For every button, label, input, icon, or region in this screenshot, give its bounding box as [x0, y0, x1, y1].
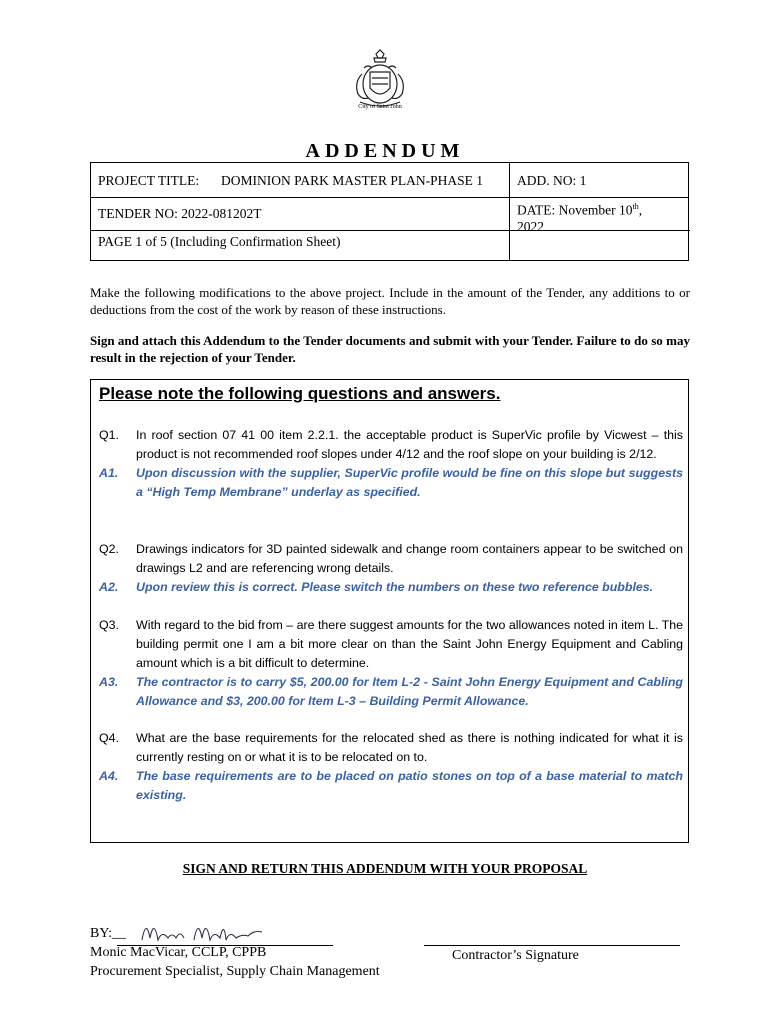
answer-text: Upon review this is correct. Please switch the numbers on these two reference bubbles. [136, 580, 654, 594]
qa-item-4 [99, 729, 683, 805]
by-label: BY:__ [90, 926, 127, 941]
addendum-date: DATE: November 10th, 2022 [517, 202, 643, 234]
answer-label: A4. [99, 769, 119, 783]
answer-label: A3. [99, 675, 119, 689]
qa-item-3 [99, 616, 683, 711]
qa-heading: Please note the following questions and answers. [99, 384, 501, 403]
answer-text: The contractor is to carry $5, 200.00 for Item L-2 - Saint John Energy Equipment and Cabling Allowance and $3, 200.00 for Item L-3 – Building Permit Allowance. [136, 675, 683, 708]
qa-item-1 [99, 426, 683, 502]
tender-number: TENDER NO: 2022-081202T [98, 206, 262, 221]
answer-label: A1. [99, 466, 119, 480]
signer-name: Monic MacVicar, CCLP, CPPB [90, 945, 267, 960]
answer-text: Upon discussion with the supplier, SuperVic profile would be fine on this slope but suggests a “High Temp Membrane” underlay as specified. [136, 466, 683, 499]
question-label: Q3. [99, 618, 119, 632]
qa-item-2 [99, 540, 683, 597]
question-label: Q4. [99, 731, 119, 745]
answer-text: The base requirements are to be placed on patio stones on top of a base material to match existing. [136, 769, 683, 802]
question-label: Q2. [99, 542, 119, 556]
contractor-signature-line [424, 945, 680, 946]
document-title: ADDENDUM [305, 140, 465, 162]
qa-box [90, 379, 689, 843]
answer-label: A2. [99, 580, 119, 594]
modifications-paragraph: Make the following modifications to the above project. Include in the amount of the Tender, any additions to or deductions from the cost of the work by reason of these instructions. [90, 285, 690, 317]
signature-block [90, 924, 380, 981]
project-info-table [90, 162, 689, 261]
question-text: In roof section 07 41 00 item 2.2.1. the acceptable product is SuperVic profile by Vicwest – this product is not recommended roof slopes under 4/12 and the roof slope on your building is 2/12. [136, 428, 683, 461]
question-text: With regard to the bid from – are there suggest amounts for the two allowances noted in item L. The building permit one I am a bit more clear on than the Saint John Energy Equipment and Cabling amount which is a bit difficult to determine. [136, 618, 683, 670]
crest-caption: City of Saint John [358, 104, 402, 110]
addendum-number: ADD. NO: 1 [517, 173, 587, 188]
project-title-label: PROJECT TITLE: [98, 173, 200, 188]
signer-role: Procurement Specialist, Supply Chain Management [90, 964, 380, 979]
question-text: Drawings indicators for 3D painted sidewalk and change room containers appear to be switched on drawings L2 and are referencing wrong details. [136, 542, 683, 575]
question-text: What are the base requirements for the relocated shed as there is nothing indicated for what it is currently resting on or what it is to be relocated on to. [136, 731, 683, 764]
project-title-value: DOMINION PARK MASTER PLAN-PHASE 1 [221, 173, 484, 188]
contractor-signature-label: Contractor’s Signature [452, 948, 579, 963]
question-label: Q1. [99, 428, 119, 442]
page-count: PAGE 1 of 5 (Including Confirmation Sheet) [98, 234, 341, 249]
sign-attach-paragraph: Sign and attach this Addendum to the Tender documents and submit with your Tender. Failure to do so may result in the rejection of your Tender. [90, 333, 690, 365]
sign-and-return-notice: SIGN AND RETURN THIS ADDENDUM WITH YOUR PROPOSAL [182, 861, 588, 876]
